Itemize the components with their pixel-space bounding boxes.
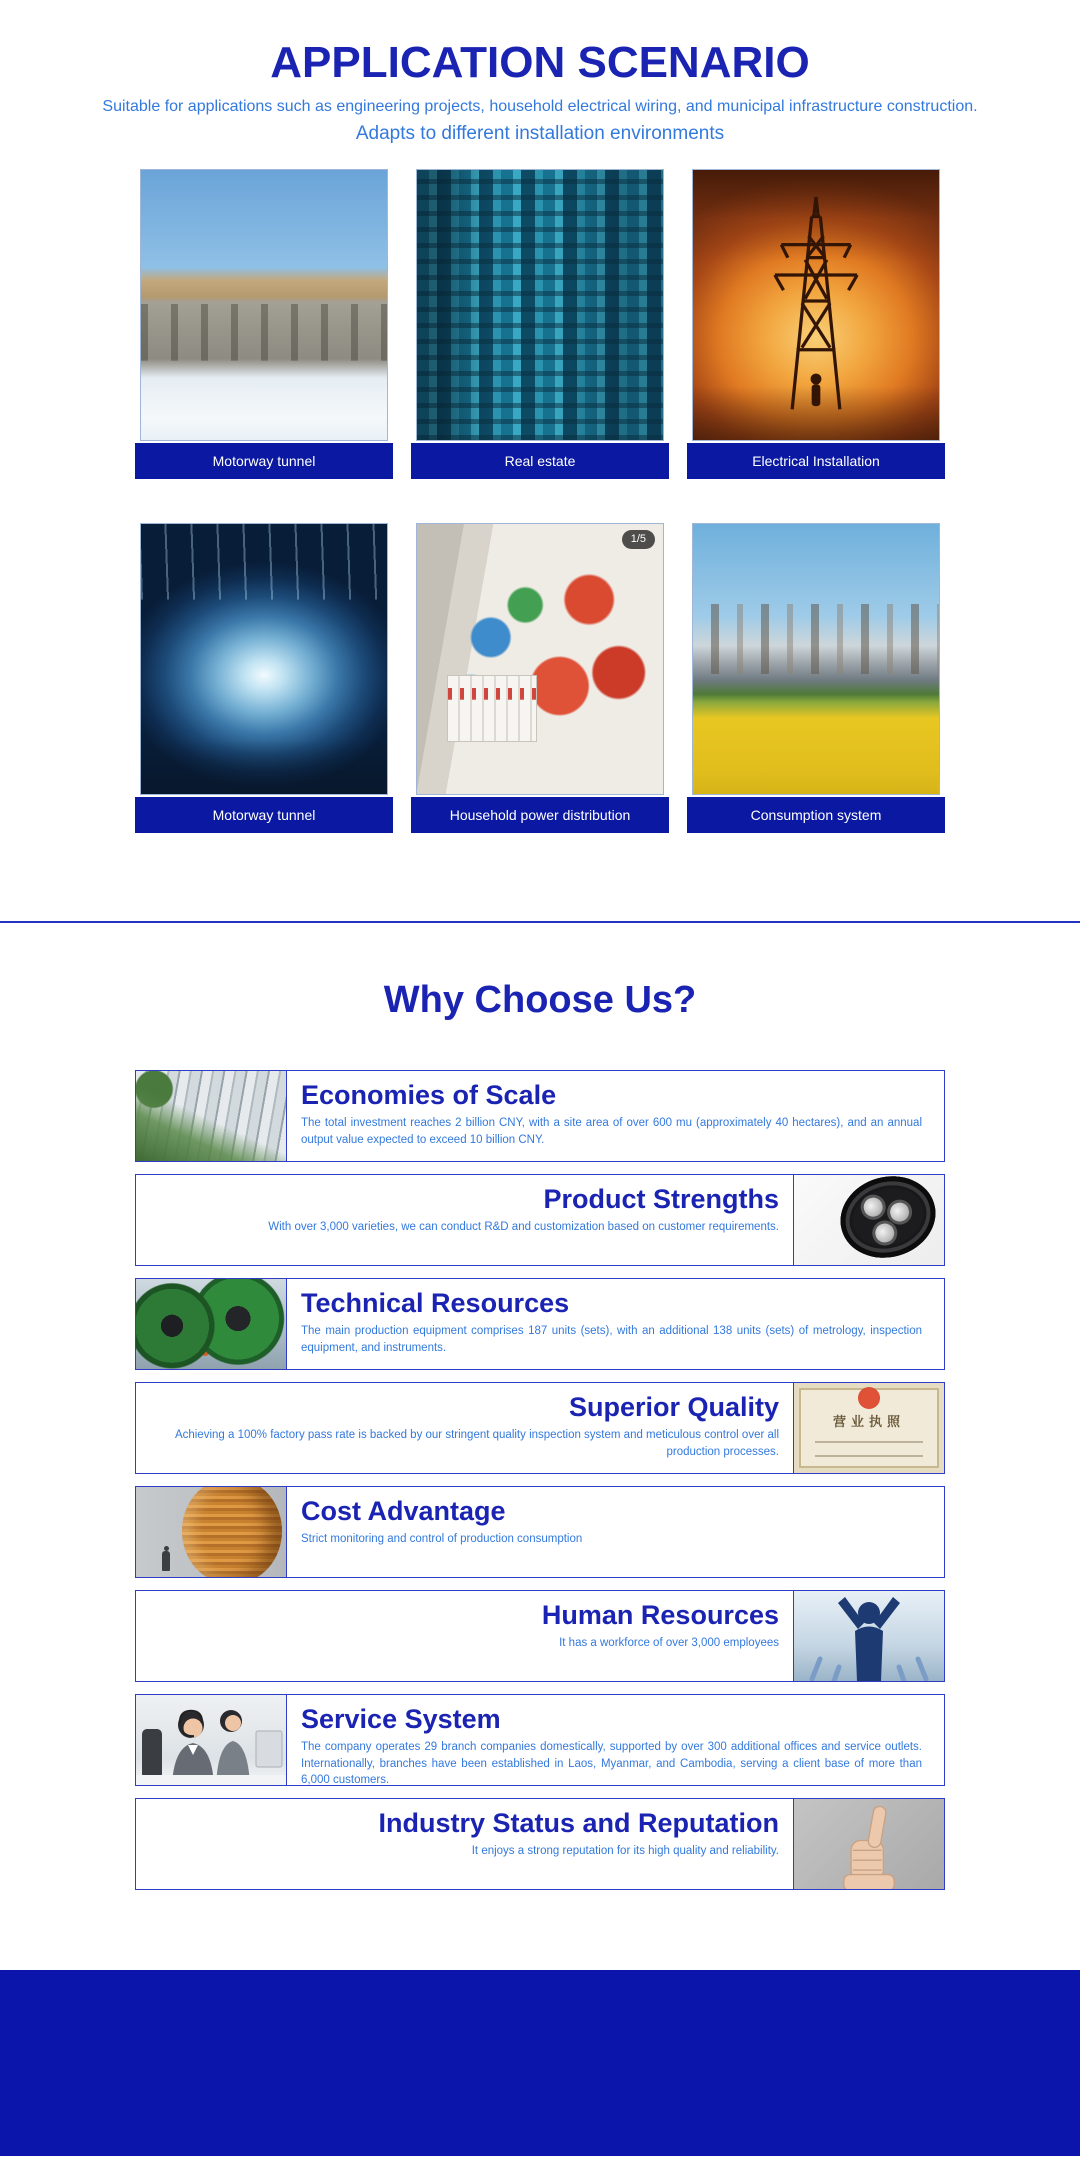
cable-shape [831,1175,944,1265]
feature-card-text [136,1175,793,1265]
feature-card-body: Achieving a 100% factory pass rate is backed by our stringent quality inspection system and meticulous control over all production processes. [174,1429,779,1458]
feature-card-human-resources [135,1590,945,1682]
gallery-item[interactable] [135,523,393,833]
celebrating-person-icon [794,1591,944,1681]
gallery-item[interactable] [687,523,945,833]
feature-card-body: It has a workforce of over 3,000 employees [559,1637,779,1650]
gallery-image-distribution-box[interactable] [416,523,664,795]
gallery-item[interactable] [411,523,669,833]
card-image-copper-spool [136,1487,287,1577]
feature-card-title: Service System [301,1704,501,1734]
gallery-image-highrise-building[interactable] [416,169,664,441]
card-image-factory-aerial [136,1071,287,1161]
feature-card-body: Strict monitoring and control of production consumption [301,1533,583,1546]
section-divider [0,921,1080,923]
copper-spool-shape [182,1487,282,1577]
feature-card-text [136,1591,793,1681]
feature-card-industry-status [135,1798,945,1890]
feature-card-technical-resources [135,1278,945,1370]
feature-card-body: The total investment reaches 2 billion CNY, with a site area of over 600 mu (approximately 40 hectares), and an annual output value expected to exceed 10 billion CNY. [301,1117,922,1146]
transmission-tower-icon [751,186,881,416]
why-choose-us-section [0,979,1080,1890]
feature-card-title: Human Resources [541,1600,779,1630]
why-choose-us-title: Why Choose Us? [383,979,697,1021]
feature-card-text [136,1383,793,1473]
feature-card-body: It enjoys a strong reputation for its high quality and reliability. [471,1845,779,1858]
gallery-item[interactable] [135,169,393,479]
card-image-business-license [793,1383,944,1473]
feature-card-title: Superior Quality [568,1392,779,1422]
section-subtitle: Suitable for applications such as engineering projects, household electrical wiring, and municipal infrastructure construction. [102,98,978,115]
red-seal [858,1387,880,1409]
feature-card-text [287,1279,944,1369]
gallery-caption: Real estate [411,443,669,479]
feature-card-superior-quality [135,1382,945,1474]
feature-card-title: Technical Resources [301,1288,570,1318]
feature-card-text [136,1799,793,1889]
application-gallery [135,169,945,833]
feature-card-service-system [135,1694,945,1786]
gallery-caption: Motorway tunnel [135,797,393,833]
feature-card-product-strengths [135,1174,945,1266]
feature-card-body: The main production equipment comprises 187 units (sets), with an additional 138 units (sets) of metrology, inspection equipment, and instruments. [301,1325,922,1354]
page-title: APPLICATION SCENARIO [270,38,810,87]
gallery-caption: Household power distribution [411,797,669,833]
feature-card-cost-advantage [135,1486,945,1578]
feature-card-economies-of-scale [135,1070,945,1162]
feature-card-body: With over 3,000 varieties, we can conduct R&D and customization based on customer requirements. [268,1221,779,1234]
circuit-breaker-row [447,675,538,742]
card-image-customer-service [136,1695,287,1785]
gallery-item[interactable] [687,169,945,479]
gallery-image-road-tunnel[interactable] [140,523,388,795]
feature-card-body: The company operates 29 branch companies domestically, supported by over 300 additional offices and service outlets. Internationally, branches have been established in Laos, Myanmar, and Cambodia, serving a client base of more than 6,000 customers. [301,1741,922,1787]
feature-card-title: Economies of Scale [301,1080,557,1110]
feature-cards [135,1070,945,1890]
carousel-counter-badge: 1/5 [622,530,655,549]
feature-card-text [287,1487,944,1577]
card-image-thumbs-up [793,1799,944,1889]
page-footer [0,1970,1080,2156]
gallery-caption: Consumption system [687,797,945,833]
cable-core [858,1192,889,1223]
feature-card-text [287,1695,944,1785]
gallery-item[interactable] [411,169,669,479]
thumbs-up-icon [794,1799,944,1889]
gallery-image-refinery-field[interactable] [692,523,940,795]
gallery-caption: Motorway tunnel [135,443,393,479]
section-subtitle-2: Adapts to different installation environments [355,123,725,144]
license-title-text: 营业执照 [832,1414,905,1429]
card-image-cable-cross-section [793,1175,944,1265]
card-image-cable-reels [136,1279,287,1369]
feature-card-title: Cost Advantage [301,1496,506,1526]
service-agents-icon [136,1695,286,1785]
application-scenario-section [0,0,1080,833]
tiny-person-figure [162,1551,170,1571]
gallery-image-transmission-tower[interactable] [692,169,940,441]
feature-card-title: Product Strengths [543,1184,779,1214]
gallery-caption: Electrical Installation [687,443,945,479]
card-image-celebrating-employees [793,1591,944,1681]
feature-card-title: Industry Status and Reputation [378,1808,779,1838]
gallery-image-hydroelectric-dam[interactable] [140,169,388,441]
feature-card-text [287,1071,944,1161]
